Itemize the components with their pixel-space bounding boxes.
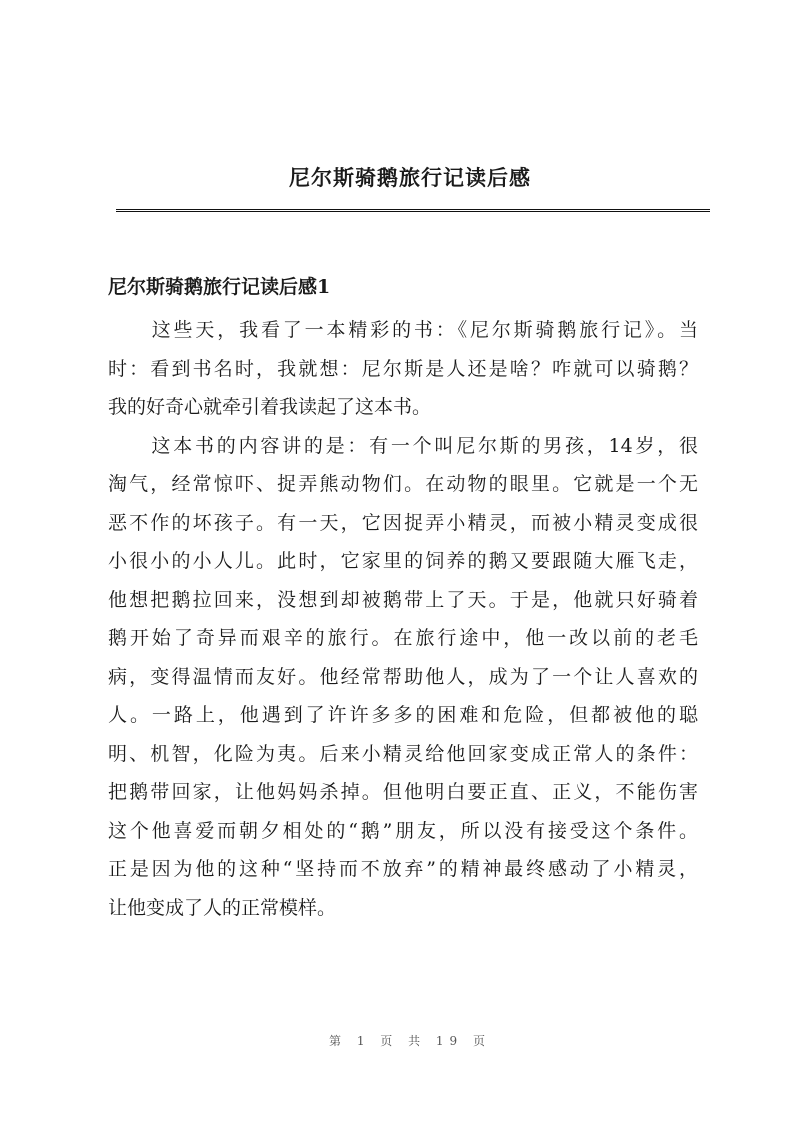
text-line: 正是因为他的这种“坚持而不放弃”的精神最终感动了小精灵， xyxy=(108,858,698,880)
text-line: 恶不作的坏孩子。有一天，它因捉弄小精灵，而被小精灵变成很 xyxy=(108,511,698,534)
section-heading: 尼尔斯骑鹅旅行记读后感1 xyxy=(108,276,331,298)
document-title: 尼尔斯骑鹅旅行记读后感 xyxy=(289,165,531,190)
text-line: 鹅开始了奇异而艰辛的旅行。在旅行途中，他一改以前的老毛 xyxy=(108,627,698,649)
text-line: 他想把鹅拉回来，没想到却被鹅带上了天。于是，他就只好骑着 xyxy=(108,588,698,611)
text-line: 我的好奇心就牵引着我读起了这本书。 xyxy=(108,396,432,418)
page-number-footer: 第 1 页 共 19 页 xyxy=(329,1034,491,1048)
text-line: 病，变得温情而友好。他经常帮助他人，成为了一个让人喜欢的 xyxy=(108,665,698,688)
title-divider xyxy=(116,209,710,212)
text-line: 这些天，我看了一本精彩的书：《尼尔斯骑鹅旅行记》。当 xyxy=(108,319,698,341)
paragraph xyxy=(108,311,698,427)
document-body xyxy=(108,311,698,927)
text-line: 明、机智，化险为夷。后来小精灵给他回家变成正常人的条件： xyxy=(108,742,698,765)
paragraph xyxy=(108,427,698,928)
text-line: 这本书的内容讲的是：有一个叫尼尔斯的男孩，14岁，很 xyxy=(108,434,698,457)
text-line: 小很小的小人儿。此时，它家里的饲养的鹅又要跟随大雁飞走， xyxy=(108,550,698,572)
text-line: 淘气，经常惊吓、捉弄熊动物们。在动物的眼里。它就是一个无 xyxy=(108,473,698,495)
text-line: 时：看到书名时，我就想：尼尔斯是人还是啥？咋就可以骑鹅？ xyxy=(108,357,698,380)
text-line: 把鹅带回家，让他妈妈杀掉。但他明白要正直、正义，不能伤害 xyxy=(108,781,698,803)
text-line: 这个他喜爱而朝夕相处的“鹅”朋友，所以没有接受这个条件。 xyxy=(108,819,698,842)
text-line: 让他变成了人的正常模样。 xyxy=(108,896,337,919)
text-line: 人。一路上，他遇到了许许多多的困难和危险，但都被他的聪 xyxy=(108,704,698,726)
